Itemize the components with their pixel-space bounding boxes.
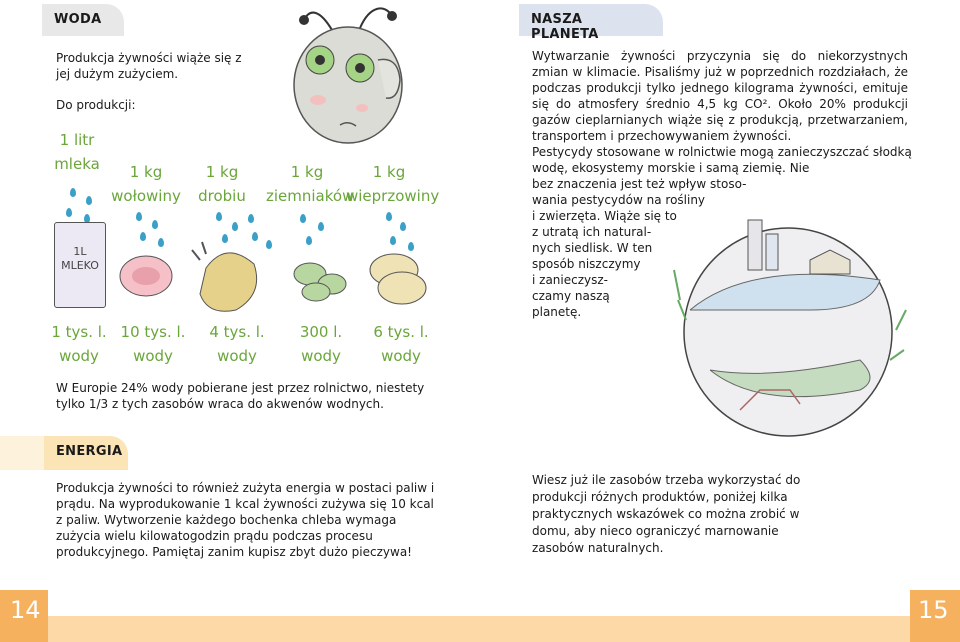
section-title-water: WODA [54, 12, 102, 27]
water-amount-poultry [202, 320, 272, 368]
product-label-line2: drobiu [198, 187, 246, 205]
planet-paragraph-2-line: bez znaczenia jest też wpływ stoso- [532, 177, 747, 191]
planet-paragraph-2-line: z utratą ich natural- [532, 225, 652, 239]
page-number-right: 15 [918, 596, 949, 624]
product-label-line1: 1 kg [290, 163, 324, 181]
water-amount-unit: wody [301, 347, 341, 365]
product-label-poultry [190, 160, 254, 208]
water-amount-unit: wody [59, 347, 99, 365]
water-amount-unit: wody [381, 347, 421, 365]
water-amount-value: 300 l. [299, 323, 343, 341]
product-label-line2: wołowiny [111, 187, 181, 205]
section-tab-planet [519, 4, 663, 42]
water-amount-milk [44, 320, 114, 368]
planet-paragraph-2-line: sposób niszczymy [532, 257, 641, 271]
planet-paragraph-2-line: Pestycydy stosowane w rolnictwie mogą zanieczyszczać słodką [532, 145, 912, 159]
milk-carton-label-bottom: MLEKO [61, 259, 99, 272]
planet-paragraph-2-line: czamy naszą [532, 289, 610, 303]
water-amount-pork [366, 320, 436, 368]
water-amount-value: 10 tys. l. [120, 323, 186, 341]
water-amount-value: 4 tys. l. [209, 323, 265, 341]
water-amount-unit: wody [217, 347, 257, 365]
globe-illustration [670, 200, 910, 450]
tips-text: Wiesz już ile zasobów trzeba wykorzystać do produkcji różnych produktów, poniżej kilka praktycznych wskazówek co można zrobić w domu, aby nieco ograniczyć marnowanie zasobów naturalnych. [532, 473, 801, 555]
planet-paragraph-2-line: nych siedlisk. W ten [532, 241, 653, 255]
section-title-energy: ENERGIA [56, 444, 123, 459]
product-label-line2: ziemniaków [266, 187, 355, 205]
product-label-potatoes [266, 160, 355, 208]
planet-paragraph-2-line: wania pestycydów na rośliny [532, 193, 706, 207]
section-tab-water [42, 4, 124, 36]
product-label-pork [346, 160, 440, 208]
energy-text: Produkcja żywności to również zużyta energia w postaci paliw i prądu. Na wyprodukowanie 1 kcal żywności zużywa się 10 kcal z paliw. Wytworzenie każdego bochenka chleba wymaga zużycia wielu kilowatogodzin prądu podczas procesu produkcyjnego. Pamiętaj zanim kupisz zbyt dużo pieczywa! [56, 481, 435, 559]
milk-carton-illustration [54, 222, 106, 308]
planet-paragraph-1: Wytwarzanie żywności przyczynia się do niekorzystnych zmian w klimacie. Pisaliśmy już w poprzednich rozdziałach, że podczas produkcji tylko jednego kilograma żywności, emituje się do atmosfery średnio 4,5 kg CO². Około 20% produkcji gazów cieplarnianych wiąże się z produkcją, przetwarzaniem, transportem i przechowywaniem żywności. [532, 49, 908, 143]
product-label-milk [52, 128, 102, 176]
planet-paragraph-2-line: planetę. [532, 305, 582, 319]
do-produkcji-label: Do produkcji: [56, 98, 136, 112]
product-label-line1: 1 kg [205, 163, 239, 181]
europe-water-text: W Europie 24% wody pobierane jest przez rolnictwo, niestety tylko 1/3 z tych zasobów wraca do akwenów wodnych. [56, 381, 425, 411]
planet-paragraph-2-line: wodę, ekosystemy morskie i samą ziemię. Nie [532, 161, 810, 175]
section-tab-energy [44, 436, 128, 470]
footer-bar [48, 616, 910, 642]
alien-illustration [260, 0, 440, 150]
product-label-line1: 1 litr [59, 131, 95, 149]
water-amount-potatoes [288, 320, 354, 368]
water-amount-unit: wody [133, 347, 173, 365]
page-number-left: 14 [10, 596, 41, 624]
product-label-line2: mleka [54, 155, 100, 173]
water-amount-beef [118, 320, 188, 368]
milk-carton-label-top: 1L [73, 245, 87, 258]
energy-tab-strip [0, 436, 48, 470]
product-label-line1: 1 kg [129, 163, 163, 181]
water-amount-value: 1 tys. l. [51, 323, 107, 341]
water-amount-value: 6 tys. l. [373, 323, 429, 341]
product-label-line1: 1 kg [372, 163, 406, 181]
planet-paragraph-2-line: i zanieczysz- [532, 273, 609, 287]
product-label-beef [106, 160, 186, 208]
food-illustrations [110, 240, 440, 320]
planet-paragraph-2-line: i zwierzęta. Wiąże się to [532, 209, 677, 223]
section-title-planet: NASZA PLANETA [531, 12, 599, 42]
product-label-line2: wieprzowiny [346, 187, 440, 205]
water-intro-text: Produkcja żywności wiąże się z jej dużym zużyciem. [56, 51, 242, 81]
